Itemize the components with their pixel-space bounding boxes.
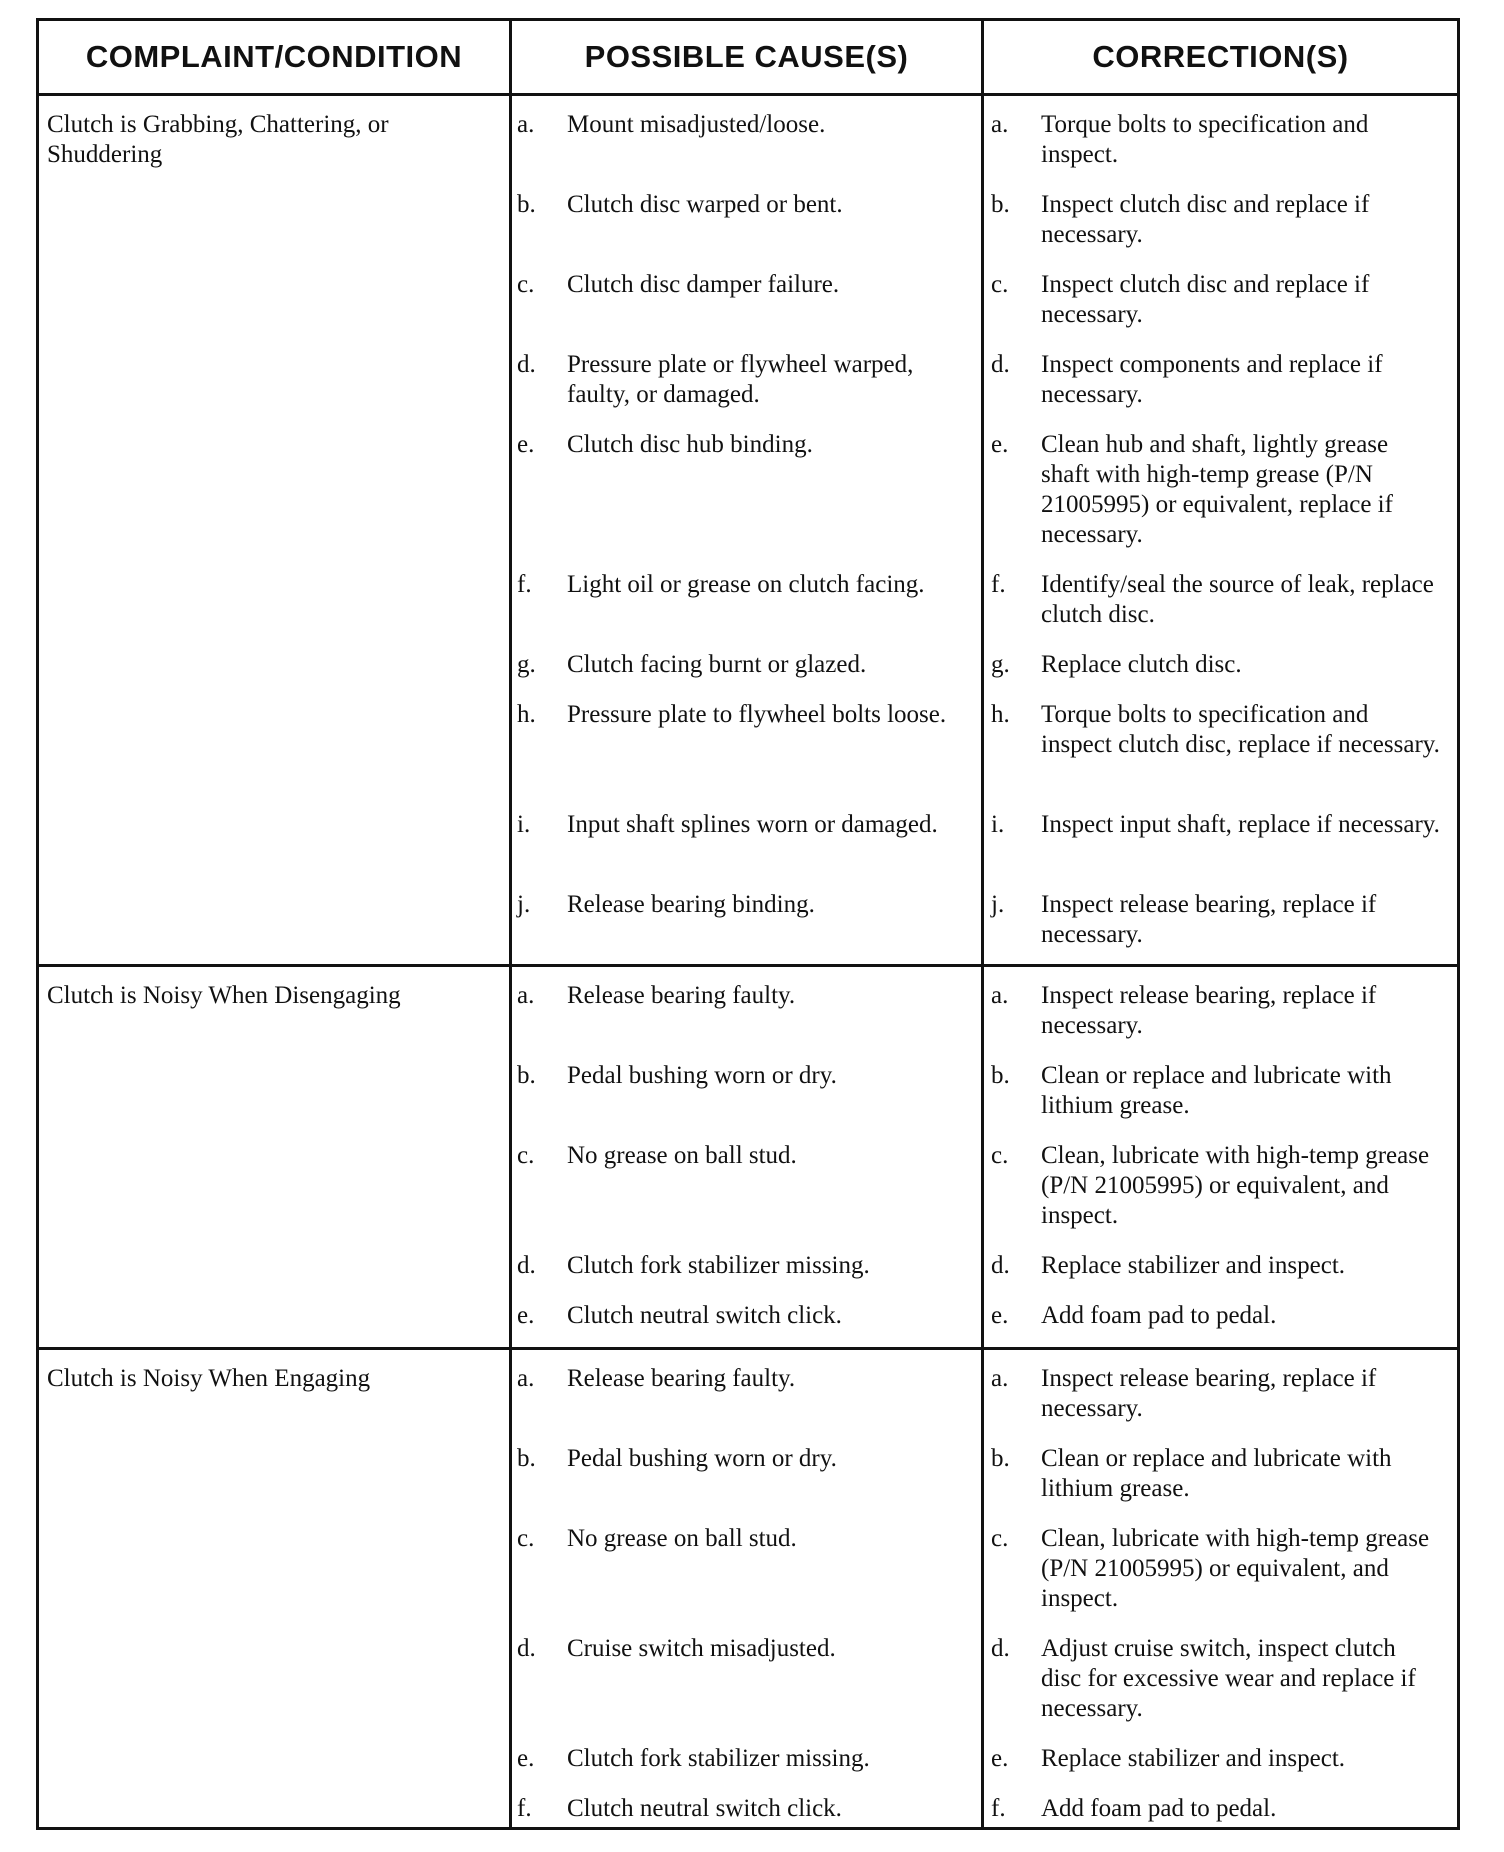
correction-letter: b. xyxy=(991,191,1010,218)
correction-text: Add foam pad to pedal. xyxy=(1041,1302,1277,1329)
cause-letter: a. xyxy=(517,982,535,1009)
correction-letter: c. xyxy=(991,1525,1009,1552)
cause-letter: c. xyxy=(517,1525,535,1552)
correction-letter: f. xyxy=(991,571,1006,598)
cause-text: No grease on ball stud. xyxy=(567,1525,797,1552)
cause-letter: e. xyxy=(517,1302,535,1329)
correction-letter: a. xyxy=(991,1365,1009,1392)
header-correction: CORRECTION(S) xyxy=(1092,39,1349,74)
correction-text: Inspect release bearing, replace if necessary. xyxy=(1041,1365,1377,1422)
cause-text: Pedal bushing worn or dry. xyxy=(567,1062,837,1089)
correction-text: Torque bolts to specification and inspect. xyxy=(1041,111,1369,168)
cause-letter: f. xyxy=(517,571,532,598)
section-grabbing xyxy=(39,96,1457,967)
cause-text: Clutch disc warped or bent. xyxy=(567,191,843,218)
correction-text: Torque bolts to specification and inspect clutch disc, replace if necessary. xyxy=(1041,701,1440,758)
cause-text: Clutch fork stabilizer missing. xyxy=(567,1252,870,1279)
correction-letter: e. xyxy=(991,1302,1009,1329)
correction-text: Identify/seal the source of leak, replace clutch disc. xyxy=(1041,571,1434,628)
correction-letter: f. xyxy=(991,1795,1006,1822)
complaint-label: Clutch is Grabbing, Chattering, or Shuddering xyxy=(47,111,389,168)
correction-letter: c. xyxy=(991,1142,1009,1169)
cause-text: Clutch facing burnt or glazed. xyxy=(567,651,867,678)
cause-text: Release bearing faulty. xyxy=(567,1365,796,1392)
correction-letter: c. xyxy=(991,271,1009,298)
correction-text: Clean, lubricate with high-temp grease (P/N 21005995) or equivalent, and inspect. xyxy=(1041,1525,1430,1612)
correction-text: Replace stabilizer and inspect. xyxy=(1041,1252,1346,1279)
section-noisy-disengaging xyxy=(39,967,1457,1350)
cause-text: Clutch disc hub binding. xyxy=(567,431,813,458)
header-complaint: COMPLAINT/CONDITION xyxy=(85,39,463,74)
cause-letter: i. xyxy=(517,811,531,838)
table-header xyxy=(39,21,1457,96)
cause-text: Pressure plate or flywheel warped, faulty, or damaged. xyxy=(567,351,914,408)
cause-letter: c. xyxy=(517,271,535,298)
correction-text: Replace clutch disc. xyxy=(1041,651,1242,678)
section-noisy-engaging xyxy=(39,1350,1457,1830)
correction-letter: d. xyxy=(991,351,1010,378)
correction-text: Adjust cruise switch, inspect clutch disc for excessive wear and replace if necessary. xyxy=(1041,1635,1416,1722)
correction-letter: b. xyxy=(991,1062,1010,1089)
cause-text: Cruise switch misadjusted. xyxy=(567,1635,836,1662)
cause-text: No grease on ball stud. xyxy=(567,1142,797,1169)
cause-letter: f. xyxy=(517,1795,532,1822)
cause-text: Release bearing faulty. xyxy=(567,982,796,1009)
cause-letter: e. xyxy=(517,431,535,458)
cause-letter: c. xyxy=(517,1142,535,1169)
cause-text: Light oil or grease on clutch facing. xyxy=(567,571,925,598)
cause-letter: b. xyxy=(517,1062,536,1089)
correction-letter: e. xyxy=(991,1745,1009,1772)
correction-text: Inspect release bearing, replace if necessary. xyxy=(1041,891,1377,948)
cause-text: Input shaft splines worn or damaged. xyxy=(567,811,938,838)
correction-letter: b. xyxy=(991,1445,1010,1472)
correction-text: Inspect release bearing, replace if necessary. xyxy=(1041,982,1377,1039)
correction-letter: g. xyxy=(991,651,1010,678)
correction-text: Add foam pad to pedal. xyxy=(1041,1795,1277,1822)
correction-text: Inspect clutch disc and replace if necessary. xyxy=(1041,191,1370,248)
cause-text: Pressure plate to flywheel bolts loose. xyxy=(567,701,947,728)
cause-letter: b. xyxy=(517,1445,536,1472)
correction-letter: a. xyxy=(991,982,1009,1009)
cause-letter: e. xyxy=(517,1745,535,1772)
troubleshooting-table xyxy=(36,18,1460,1830)
correction-letter: d. xyxy=(991,1635,1010,1662)
cause-letter: a. xyxy=(517,111,535,138)
cause-text: Clutch neutral switch click. xyxy=(567,1795,842,1822)
cause-letter: d. xyxy=(517,1635,536,1662)
correction-text: Replace stabilizer and inspect. xyxy=(1041,1745,1346,1772)
correction-letter: e. xyxy=(991,431,1009,458)
cause-text: Pedal bushing worn or dry. xyxy=(567,1445,837,1472)
correction-letter: a. xyxy=(991,111,1009,138)
correction-letter: i. xyxy=(991,811,1005,838)
cause-text: Clutch fork stabilizer missing. xyxy=(567,1745,870,1772)
cause-letter: j. xyxy=(517,891,531,918)
cause-letter: b. xyxy=(517,191,536,218)
cause-text: Clutch disc damper failure. xyxy=(567,271,840,298)
cause-letter: a. xyxy=(517,1365,535,1392)
correction-letter: d. xyxy=(991,1252,1010,1279)
cause-letter: g. xyxy=(517,651,536,678)
correction-text: Inspect components and replace if necessary. xyxy=(1041,351,1383,408)
cause-letter: h. xyxy=(517,701,536,728)
correction-text: Inspect clutch disc and replace if necessary. xyxy=(1041,271,1370,328)
complaint-label: Clutch is Noisy When Disengaging xyxy=(47,982,401,1009)
cause-text: Release bearing binding. xyxy=(567,891,815,918)
correction-text: Inspect input shaft, replace if necessary. xyxy=(1041,811,1440,838)
correction-letter: h. xyxy=(991,701,1010,728)
correction-text: Clean or replace and lubricate with lithium grease. xyxy=(1041,1445,1392,1502)
cause-letter: d. xyxy=(517,1252,536,1279)
correction-text: Clean, lubricate with high-temp grease (P/N 21005995) or equivalent, and inspect. xyxy=(1041,1142,1430,1229)
header-cause: POSSIBLE CAUSE(S) xyxy=(584,39,909,74)
cause-text: Clutch neutral switch click. xyxy=(567,1302,842,1329)
complaint-label: Clutch is Noisy When Engaging xyxy=(47,1365,371,1392)
correction-text: Clean hub and shaft, lightly grease shaft with high-temp grease (P/N 21005995) or equivalent, replace if necessary. xyxy=(1041,431,1393,548)
correction-letter: j. xyxy=(991,891,1005,918)
cause-text: Mount misadjusted/loose. xyxy=(567,111,826,138)
cause-letter: d. xyxy=(517,351,536,378)
correction-text: Clean or replace and lubricate with lithium grease. xyxy=(1041,1062,1392,1119)
